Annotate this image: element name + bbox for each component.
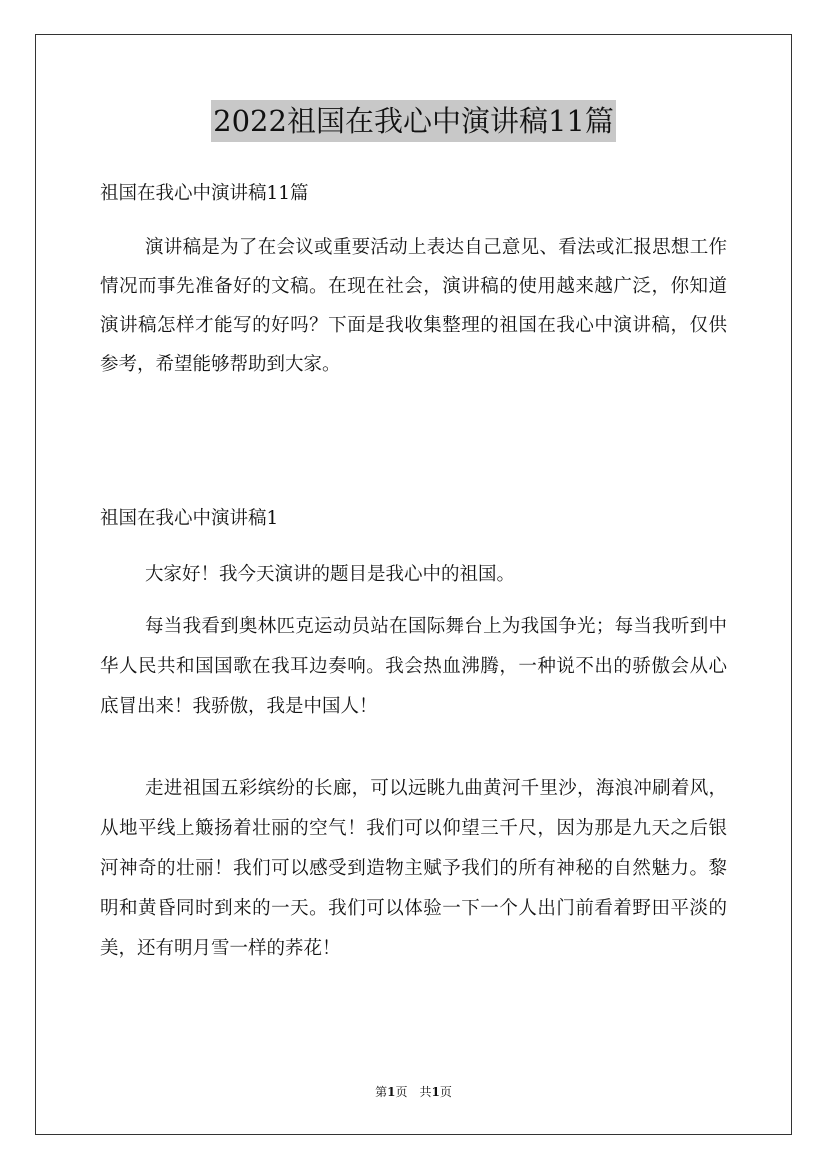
body-paragraph-3: 走进祖国五彩缤纷的长廊，可以远眺九曲黄河千里沙，海浪冲刷着风，从地平线上簸扬着壮丽的空气！我们可以仰望三千尺，因为那是九天之后银河神奇的壮丽！我们可以感受到造物主赋予我们的所有神秘的自然魅力。黎明和黄昏同时到来的一天。我们可以体验一下一个人出门前看着野田平淡的美，还有明月雪一样的荞花！ — [100, 778, 727, 959]
page-footer — [0, 1084, 827, 1100]
body-paragraph-2: 每当我看到奥林匹克运动员站在国际舞台上为我国争光；每当我听到中华人民共和国国歌在我耳边奏响。我会热血沸腾，一种说不出的骄傲会从心底冒出来！我骄傲，我是中国人！ — [100, 616, 727, 717]
section-heading: 祖国在我心中演讲稿1 — [100, 508, 279, 529]
footer-page-current: 1 — [387, 1085, 396, 1099]
body-paragraph-1: 大家好！我今天演讲的题目是我心中的祖国。 — [145, 564, 516, 585]
intro-paragraph: 演讲稿是为了在会议或重要活动上表达自己意见、看法或汇报思想工作情况而事先准备好的文稿。在现在社会，演讲稿的使用越来越广泛，你知道演讲稿怎样才能写的好吗？下面是我收集整理的祖国在我心中演讲稿，仅供参考，希望能够帮助到大家。 — [100, 237, 727, 375]
document-title-wrapper — [0, 100, 827, 142]
document-title: 2022祖国在我心中演讲稿11篇 — [211, 100, 616, 142]
footer-prefix: 第 — [375, 1085, 388, 1099]
footer-page-total: 1 — [431, 1085, 440, 1099]
footer-mid: 页 共 — [395, 1085, 432, 1099]
document-subheading: 祖国在我心中演讲稿11篇 — [100, 183, 309, 204]
footer-suffix: 页 — [439, 1085, 452, 1099]
